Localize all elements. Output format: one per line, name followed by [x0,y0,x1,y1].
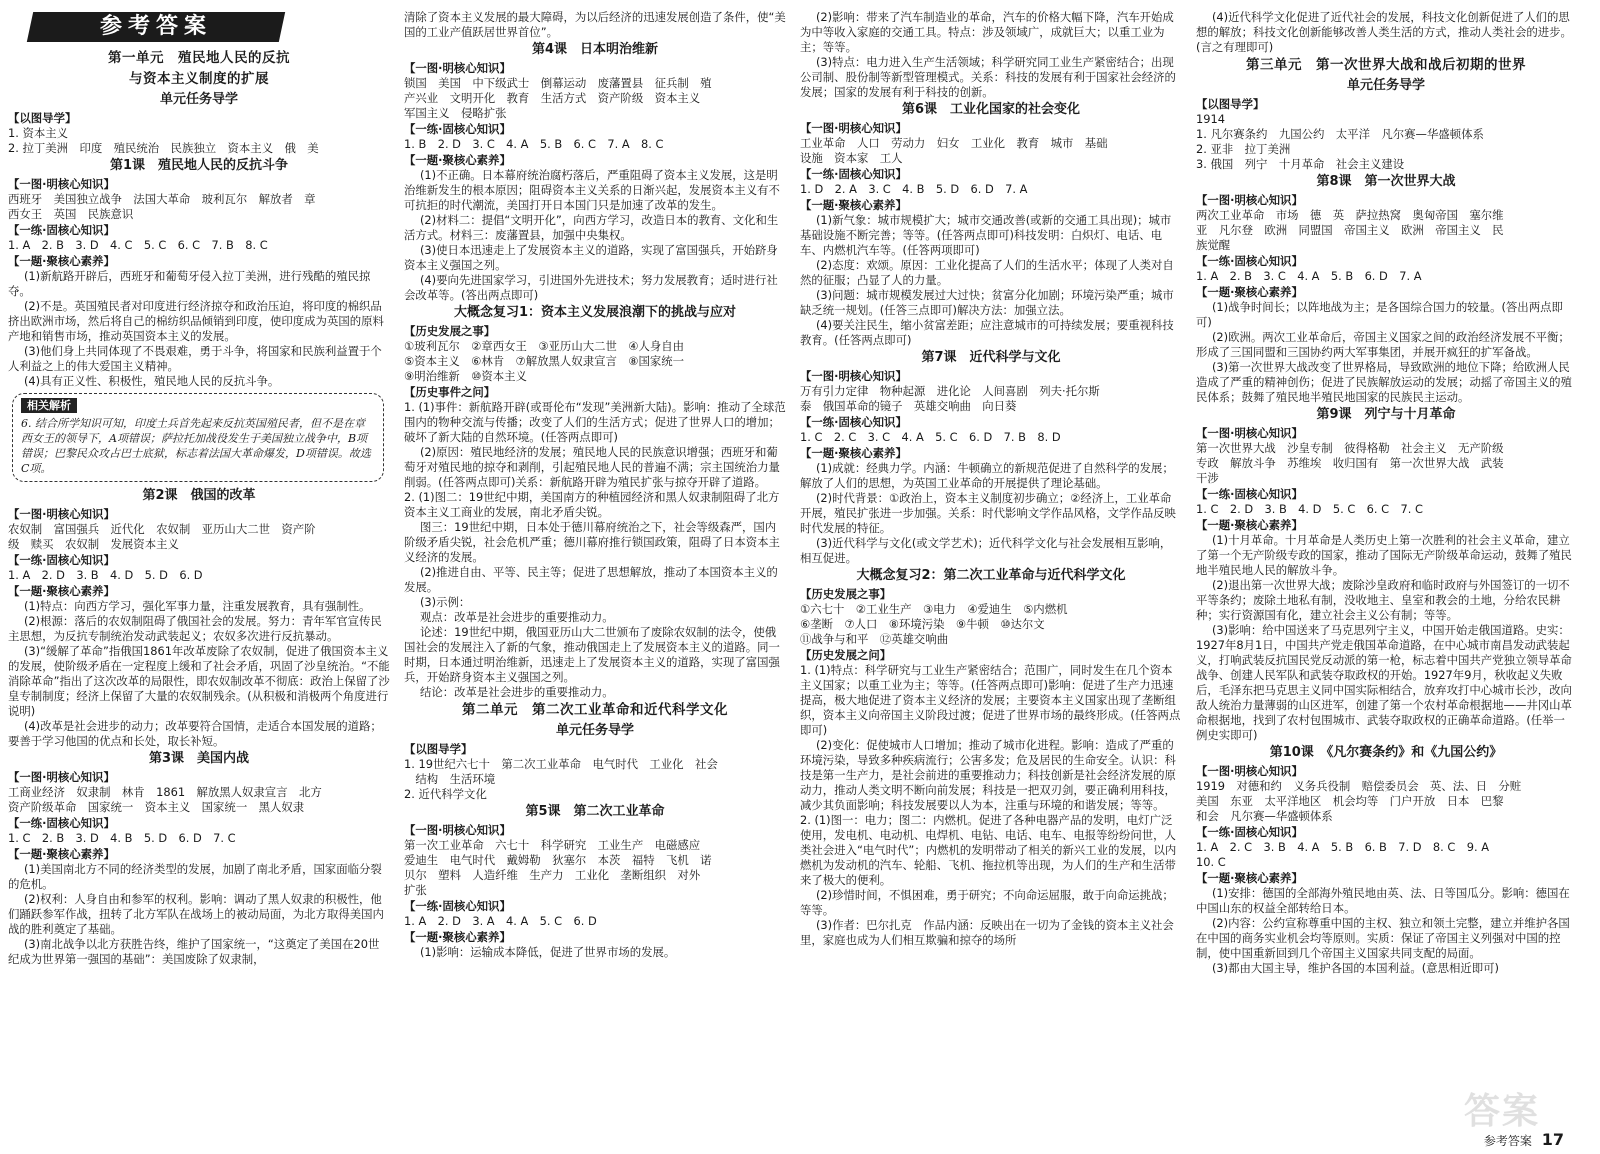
answer-paragraph: (1)安排：德国的全部海外殖民地由英、法、日等国瓜分。影响：德国在中国山东的权益全部转给日本。 [1196,886,1570,915]
section-label: 【历史发展之事】 [404,324,496,338]
lesson-heading: 第2课 俄国的改革 [142,488,256,503]
section-label: 【一图·明核心知识】 [1196,193,1303,207]
answer-paragraph: (1)美国南北方不同的经济类型的发展，加剧了南北矛盾，国家面临分裂的危机。 [8,862,382,891]
answer-paragraph: (3)他们身上共同体现了不畏艰难，勇于斗争，将国家和民族利益置于个人利益之上的伟大爱国主义精神。 [8,344,382,373]
answer-line: 第一次世界大战 沙皇专制 彼得格勒 社会主义 无产阶级 [1196,441,1504,455]
analysis-box [12,393,384,482]
section-label: 【一图·明核心知识】 [800,369,907,383]
answer-paragraph: 2. (1)图二：19世纪中期，美国南方的种植园经济和黑人奴隶制阻碍了北方资本主义工商业的发展，南北矛盾尖锐。 [404,490,780,519]
section-label: 【一练·固核心知识】 [8,816,115,830]
section-label: 【一图·明核心知识】 [8,177,115,191]
answer-line: 1. D 2. A 3. C 4. B 5. D 6. D 7. A [800,182,1028,196]
answer-paragraph: 结论：改革是社会进步的重要推动力。 [419,685,614,699]
section-label: 【一练·固核心知识】 [404,899,511,913]
answer-paragraph: (3)都由大国主导，维护各国的本国利益。(意思相近即可) [1211,961,1499,975]
lesson-heading: 第7课 近代科学与文化 [921,350,1061,365]
answer-line: 万有引力定律 物种起源 进化论 人间喜剧 列夫·托尔斯 [800,384,1100,398]
answer-line: 2. 近代科学文化 [404,787,487,801]
answer-paragraph: (3)“缓解了革命”指俄国1861年改革废除了农奴制，促进了俄国资本主义的发展，使阶级矛盾在一定程度上缓和了社会矛盾，巩固了沙皇统治。“不能消除革命”指出了这次改革的局限性，即农奴制改革不彻底：政治上保留了沙皇专制制度；经济上保留了大量的农奴制残余。(从积极和消极两个角度进行说明) [8,644,390,718]
answer-line: 亚 凡尔登 欧洲 同盟国 帝国主义 欧洲 帝国主义 民 [1196,223,1504,237]
page-footer [1484,1131,1564,1150]
page-number: 17 [1541,1130,1564,1149]
answer-line: ⑥垄断 ⑦人口 ⑧环境污染 ⑨牛顿 ⑩达尔文 [800,617,1045,631]
lesson-heading: 第9课 列宁与十月革命 [1316,407,1456,422]
lesson-heading: 大概念复习1：资本主义发展浪潮下的挑战与应对 [453,305,737,320]
answer-paragraph: (1)战争时间长；以阵地战为主；是各国综合国力的较量。(答出两点即可) [1196,300,1563,329]
section-label: 【一练·固核心知识】 [8,553,115,567]
answer-paragraph: (1)影响：运输成本降低，促进了世界市场的发展。 [419,945,676,959]
answer-column-3 [800,10,1182,1150]
answer-paragraph: (2)不是。英国殖民者对印度进行经济掠夺和政治压迫，将印度的棉织品挤出欧洲市场，然后将自己的棉纺织品倾销到印度，使印度成为英国的原料产地和销售市场，推动英国资本主义的发展。 [8,299,384,343]
answer-line: 1. C 2. B 3. D 4. B 5. D 6. D 7. C [8,831,236,845]
section-label: 【历史发展之事】 [800,587,892,601]
answer-paragraph: (2)珍惜时间，不惧困难，勇于研究；不向命运屈服，敢于向命运挑战；等等。 [800,888,1174,917]
answer-line: 贝尔 塑料 人造纤维 生产力 工业化 垄断组织 对外 [404,868,701,882]
answer-line: 2. 亚非 拉丁美洲 [1196,142,1291,156]
answer-line: 工业革命 人口 劳动力 妇女 工业化 教育 城市 基础 [800,136,1108,150]
section-label: 【一题·聚核心素养】 [1196,518,1303,532]
unit-heading: 第二单元 第二次工业革命和近代科学文化 [462,702,728,718]
answer-line: 1. C 2. D 3. B 4. D 5. C 6. C 7. C [1196,502,1423,516]
answer-paragraph: (3)作者：巴尔扎克 作品内涵：反映出在一切为了金钱的资本主义社会里，家庭也成为人们相互欺骗和掠夺的场所 [800,918,1174,947]
answer-line: ⑤资本主义 ⑥林肯 ⑦解放黑人奴隶宣言 ⑧国家统一 [404,354,685,368]
answer-line: 美国 东亚 太平洋地区 机会均等 门户开放 日本 巴黎 [1196,794,1504,808]
answer-line: ①玻利瓦尔 ②章西女王 ③亚历山大二世 ④人身自由 [404,339,685,353]
answer-line: 1. C 2. C 3. C 4. A 5. C 6. D 7. B 8. D [800,430,1061,444]
answer-paragraph: (3)特点：电力进入生产生活领域；科学研究同工业生产紧密结合；出现公司制、股份制等新型管理模式。关系：科技的发展有利于国家社会经济的发展；国家的发展有利于科技的创新。 [800,55,1176,99]
answer-paragraph: (3)影响：给中国送来了马克思列宁主义，中国开始走俄国道路。史实：1927年8月1日，中国共产党走俄国革命道路，在中心城市南昌发动武装起义，打响武装反抗国民党反动派的第一枪，标志着中国共产党独立领导革命战争、创建人民军队和武装夺取政权的开始。1927年9月，秋收起义失败后，毛泽东把马克思主义同中国实际相结合，放弃攻打中心城市长沙，改向敌人统治力量薄弱的山区进军，创建了第一个农村革命根据地——井冈山革命根据地，找到了农村包围城市、武装夺取政权的正确革命道路。(任举一例史实即可) [1196,623,1572,742]
answer-line: 1. 凡尔赛条约 九国公约 太平洋 凡尔赛—华盛顿体系 [1196,127,1484,141]
answer-paragraph: 论述：19世纪中期，俄国亚历山大二世颁布了废除农奴制的法令，使俄国社会的发展注入了新的气象，推动俄国走上了发展资本主义的道路。同一时期，日本通过明治维新，迅速走上了发展资本主义的道路，实现了富国强兵，开始跻身资本主义强国之列。 [404,625,780,684]
section-label: 【一题·聚核心素养】 [8,254,115,268]
answer-paragraph: 观点：改革是社会进步的重要推动力。 [419,610,614,624]
answer-line: 级 赎买 农奴制 发展资本主义 [8,537,179,551]
answer-paragraph: (3)第一次世界大战改变了世界格局，导致欧洲的地位下降；给欧洲人民造成了严重的精神创伤；促进了民族解放运动的发展；动摇了帝国主义的殖民体系；鼓舞了殖民地半殖民地国家的民族民主运动。 [1196,360,1572,404]
watermark: 答案 [1463,1091,1540,1132]
section-label: 【一练·固核心知识】 [8,223,115,237]
answer-paragraph: (2)根源：落后的农奴制阻碍了俄国社会的发展。努力：青年军官宣传民主思想，为反抗专制统治发动武装起义；农奴多次进行反抗暴动。 [8,614,382,643]
answer-line: ①六七十 ②工业生产 ③电力 ④爱迪生 ⑤内燃机 [800,602,1068,616]
section-label: 【一图·明核心知识】 [404,823,511,837]
answer-line: 1919 对德和约 义务兵役制 赔偿委员会 英、法、日 分赃 [1196,779,1522,793]
answer-line: 结构 生活环境 [404,772,496,786]
answer-paragraph: (1)不正确。日本幕府统治腐朽落后，严重阻碍了资本主义发展，这是明治维新发生的根本原因；阻碍资本主义关系的日渐兴起，发展资本主义有不可抗拒的时代潮流，美国打开日本国门只是加速了改革的发生。 [404,168,780,212]
answer-line: 西班牙 美国独立战争 法国大革命 玻利瓦尔 解放者 章 [8,192,316,206]
answer-line: 农奴制 富国强兵 近代化 农奴制 亚历山大二世 资产阶 [8,522,316,536]
section-label: 【一题·聚核心素养】 [800,446,907,460]
section-label: 【一题·聚核心素养】 [8,847,115,861]
answer-paragraph: (1)十月革命。十月革命是人类历史上第一次胜利的社会主义革命，建立了第一个无产阶级专政的国家，推动了国际无产阶级革命运动，鼓舞了殖民地半殖民地人民的解放斗争。 [1196,533,1572,577]
answer-paragraph: (3)问题：城市规模发展过大过快；贫富分化加剧；环境污染严重；城市缺乏统一规划。(任答三点即可)解决方法：加强立法。 [800,288,1174,317]
section-label: 【一题·聚核心素养】 [8,584,115,598]
section-label: 【一练·固核心知识】 [1196,825,1303,839]
answer-paragraph: (2)欧洲。两次工业革命后，帝国主义国家之间的政治经济发展不平衡；形成了三国同盟和三国协约两大军事集团，并展开疯狂的扩军备战。 [1196,330,1570,359]
answer-paragraph: (3)示例： [419,595,471,609]
answer-line: 军国主义 侵略扩张 [404,106,507,120]
section-label: 【一练·固核心知识】 [800,167,907,181]
answer-line: 1. A 2. C 3. B 4. A 5. B 6. B 7. D 8. C 9. A [1196,840,1490,854]
answer-paragraph: (2)影响：带来了汽车制造业的革命，汽车的价格大幅下降，汽车开始成为中等收入家庭的交通工具。特点：涉及领域广，成就巨大；以重工业为主；等等。 [800,10,1174,54]
answer-line: ⑨明治维新 ⑩资本主义 [404,369,527,383]
section-label: 【一图·明核心知识】 [8,507,115,521]
answer-paragraph: (2)变化：促使城市人口增加；推动了城市化进程。影响：造成了严重的环境污染，导致多种疾病流行；公害多发；危及居民的生命安全。认识：科技是第一生产力，是社会前进的重要推动力；科技创新是社会经济发展的原动力，推动人类文明不断向前发展；科技是一把双刃剑，要正确利用科技，减少其负面影响；科技发展要以人为本，注重与环境的和谐发展；等等。 [800,738,1176,812]
section-label: 【一题·聚核心素养】 [404,930,511,944]
unit-heading: 与资本主义制度的扩展 [129,71,269,87]
answer-paragraph: 1. (1)事件：新航路开辟(或哥伦布“发现”美洲新大陆)。影响：推动了全球范围内的物种交流与传播；改变了人们的生活方式；促进了世界人口的增加；破坏了新大陆的自然环境。(任答两点即可) [404,400,786,444]
section-label: 【一图·明核心知识】 [1196,426,1303,440]
section-label: 【一练·固核心知识】 [404,122,511,136]
section-label: 【以图导学】 [404,742,473,756]
answer-line: 干涉 [1196,471,1219,485]
answer-line: 两次工业革命 市场 德 英 萨拉热窝 奥匈帝国 塞尔维 [1196,208,1504,222]
answer-line: 1914 [1196,112,1225,126]
answer-paragraph: (2)材料二：提倡“文明开化”，向西方学习，改造日本的教育、文化和生活方式。材料三：废藩置县，加强中央集权。 [404,213,779,242]
answer-line: 扩张 [404,883,427,897]
answer-paragraph: 清除了资本主义发展的最大障碍，为以后经济的迅速发展创造了条件，使“美国的工业产值跃居世界首位”。 [404,10,786,39]
section-label: 【历史发展之问】 [800,648,892,662]
lesson-heading: 单元任务导学 [1346,78,1425,93]
lesson-heading: 第3课 美国内战 [148,751,250,766]
answer-paragraph: (2)态度：欢颂。原因：工业化提高了人们的生活水平；体现了人类对自然的征服；凸显了人的力量。 [800,258,1174,287]
answer-line: 1. B 2. D 3. C 4. A 5. B 6. C 7. A 8. C [404,137,664,151]
answer-line: 产兴业 文明开化 教育 生活方式 资产阶级 资本主义 [404,91,701,105]
answer-paragraph: (2)原因：殖民地经济的发展；殖民地人民的民族意识增强；西班牙和葡萄牙对殖民地的掠夺和剥削，引起殖民地人民的普遍不满；宗主国统治力量削弱。(任答两点即可)关系：新航路开辟为殖民扩张与掠夺开辟了道路。 [404,445,780,489]
answer-line: 1. A 2. D 3. A 4. A 5. C 6. D [404,914,597,928]
answer-line: 1. A 2. D 3. B 4. D 5. D 6. D [8,568,203,582]
answer-paragraph: (3)南北战争以北方获胜告终，维护了国家统一，“这奠定了美国在20世纪成为世界第一强国的基础”：美国废除了奴隶制， [8,937,380,966]
section-label: 【一练·固核心知识】 [1196,487,1303,501]
answer-paragraph: (3)近代科学与文化(或文学艺术)；近代科学文化与社会发展相互影响，相互促进。 [800,536,1172,565]
answer-line: 1. A 2. B 3. C 4. A 5. B 6. D 7. A [1196,269,1422,283]
lesson-heading: 第1课 殖民地人民的反抗斗争 [109,158,289,173]
answer-paragraph: (4)具有正义性、积极性，殖民地人民的反抗斗争。 [23,374,280,388]
answer-paragraph: (4)近代科学文化促进了近代社会的发展，科技文化创新促进了人们的思想的解放；科技文化创新能够改善人类生活的方式，推动人类社会的进步。(言之有理即可) [1196,10,1572,54]
answer-paragraph: (2)时代背景：①政治上，资本主义制度初步确立；②经济上，工业革命开展，殖民扩张进一步加强。关系：时代影响文学作品风格，文学作品反映时代发展的特征。 [800,491,1176,535]
answer-paragraph: (4)改革是社会进步的动力；改革要符合国情，走适合本国发展的道路；要善于学习他国的优点和长处，取长补短。 [8,719,382,748]
lesson-heading: 单元任务导学 [555,723,634,738]
answer-paragraph: (1)成就：经典力学。内涵：牛顿确立的新规范促进了自然科学的发展；解放了人们的思想，为英国工业革命的开展提供了理论基础。 [800,461,1174,490]
answer-paragraph: (2)内容：公约宣称尊重中国的主权、独立和领土完整，建立并维护各国在中国的商务实业机会均等原则。实质：保证了帝国主义列强对中国的控制，使中国重新回到几个帝国主义国家共同支配的局面。 [1196,916,1570,960]
answer-paragraph: (1)新气象：城市规模扩大；城市交通改善(或新的交通工具出现)；城市基础设施不断完善；等等。(任答两点即可)科技发明：白炽灯、电话、电车、内燃机汽车等。(任答两项即可) [800,213,1172,257]
answer-paragraph: (1)新航路开辟后，西班牙和葡萄牙侵入拉丁美洲，进行残酷的殖民掠夺。 [8,269,371,298]
lesson-heading: 第6课 工业化国家的社会变化 [901,102,1081,117]
section-label: 【历史事件之问】 [404,385,496,399]
answer-line: 10. C [1196,855,1226,869]
answer-line: 第一次工业革命 六七十 科学研究 工业生产 电磁感应 [404,838,701,852]
answer-line: 2. 拉丁美洲 印度 殖民统治 民族独立 资本主义 俄 美 [8,141,319,155]
answer-column-4 [1196,10,1576,1150]
section-label: 【一练·固核心知识】 [800,415,907,429]
answer-key-title-banner [27,12,285,42]
section-label: 【一题·聚核心素养】 [1196,871,1303,885]
answer-line: 泰 俄国革命的镜子 英雄交响曲 向日葵 [800,399,1017,413]
answer-paragraph: (4)要向先进国家学习，引进国外先进技术；努力发展教育；适时进行社会改革等。(答出两点即可) [404,273,778,302]
answer-line: 锁国 美国 中下级武士 倒幕运动 废藩置县 征兵制 殖 [404,76,712,90]
answer-paragraph: 2. (1)图一：电力；图二：内燃机。促进了各种电器产品的发明，电灯广泛使用，发电机、电动机、电焊机、电钻、电话、电车、电报等纷纷问世，人类社会进入“电气时代”；内燃机的发明带动了相关的新兴工业的发展，以内燃机为发动机的汽车、轮船、飞机、拖拉机等出现，为人们的生产和生活带来了极大的便利。 [800,813,1177,887]
lesson-heading: 单元任务导学 [159,92,238,107]
answer-line: 1. A 2. B 3. D 4. C 5. C 6. C 7. B 8. C [8,238,268,252]
answer-paragraph: (4)要关注民生，缩小贫富差距；应注意城市的可持续发展；要重视科技教育。(任答两点即可) [800,318,1174,347]
answer-line: 工商业经济 奴隶制 林肯 1861 解放黑人奴隶宣言 北方 [8,785,322,799]
section-label: 【一图·明核心知识】 [1196,764,1303,778]
answer-line: 专政 解放斗争 苏维埃 收归国有 第一次世界大战 武装 [1196,456,1504,470]
footer-label: 参考答案 [1483,1134,1532,1148]
answer-paragraph: (1)特点：向西方学习，强化军事力量，注重发展教育，具有强制性。 [23,599,371,613]
answer-line: 1. 19世纪六七十 第二次工业革命 电气时代 工业化 社会 [404,757,718,771]
unit-heading: 第一单元 殖民地人民的反抗 [108,50,290,66]
answer-line: 族觉醒 [1196,238,1231,252]
answer-column-2 [404,10,786,1150]
answer-line: ⑪战争与和平 ⑫英雄交响曲 [800,632,949,646]
answer-column-1 [8,10,390,1150]
answer-paragraph: (3)使日本迅速走上了发展资本主义的道路，实现了富国强兵，开始跻身资本主义强国之列。 [404,243,778,272]
answer-paragraph: (2)推进自由、平等、民主等；促进了思想解放，推动了本国资本主义的发展。 [404,565,778,594]
lesson-heading: 第10课 《凡尔赛条约》和《九国公约》 [1269,745,1503,760]
section-label: 【一题·聚核心素养】 [404,153,511,167]
analysis-box-title: 相关解析 [21,398,77,413]
answer-line: 和会 凡尔赛—华盛顿体系 [1196,809,1333,823]
lesson-heading: 第8课 第一次世界大战 [1316,174,1456,189]
unit-heading: 第三单元 第一次世界大战和战后初期的世界 [1246,57,1526,73]
section-label: 【一题·聚核心素养】 [800,198,907,212]
answer-line: 资产阶级革命 国家统一 资本主义 国家统一 黑人奴隶 [8,800,305,814]
section-label: 【一图·明核心知识】 [8,770,115,784]
section-label: 【一题·聚核心素养】 [1196,285,1303,299]
lesson-heading: 大概念复习2：第二次工业革命与近代科学文化 [856,568,1126,583]
answer-paragraph: (2)权利：人身自由和参军的权利。影响：调动了黑人奴隶的积极性，他们踊跃参军作战，扭转了北方军队在战场上的被动局面，为北方取得美国内战的胜利奠定了基础。 [8,892,384,936]
answer-paragraph: (2)退出第一次世界大战；废除沙皇政府和临时政府与外国签订的一切不平等条约；废除土地私有制，没收地主、皇室和教会的土地，分给农民耕种；实行资源国有化，建立社会主义公有制；等等。 [1196,578,1570,622]
answer-paragraph: 图三：19世纪中期，日本处于德川幕府统治之下，社会等级森严，国内阶级矛盾尖锐，社会危机严重；德川幕府推行锁国政策，阻碍了日本资本主义经济的发展。 [404,520,780,564]
section-label: 【一图·明核心知识】 [404,61,511,75]
answer-line: 西女王 英国 民族意识 [8,207,134,221]
answer-line: 爱迪生 电气时代 戴姆勒 狄塞尔 本茨 福特 飞机 诺 [404,853,712,867]
answer-line: 3. 俄国 列宁 十月革命 社会主义建设 [1196,157,1405,171]
answer-line: 设施 资本家 工人 [800,151,903,165]
section-label: 【以图导学】 [1196,97,1265,111]
section-label: 【一图·明核心知识】 [800,121,907,135]
section-label: 【一练·固核心知识】 [1196,254,1303,268]
lesson-heading: 第4课 日本明治维新 [531,42,659,57]
answer-paragraph: 1. (1)特点：科学研究与工业生产紧密结合；范围广，同时发生在几个资本主义国家；以重工业为主；等等。(任答两点即可)影响：促进了生产力迅速提高，极大地促进了资本主义经济的发展；主要资本主义国家出现了垄断组织，资本主义向帝国主义阶段过渡；促进了世界市场的最终形成。(任答两点即可) [800,663,1181,737]
section-label: 【以图导学】 [8,111,77,125]
answer-line: 1. 资本主义 [8,126,69,140]
analysis-box-text: 6. 结合所学知识可知，印度土兵首先起来反抗英国殖民者，但不是在章西女王的领导下，A项错误；萨拉托加战役发生于美国独立战争中，B项错误；巴黎民众攻占巴士底狱，标志着法国大革命爆发，D项错误。故选C项。 [21,417,371,475]
lesson-heading: 第5课 第二次工业革命 [525,804,665,819]
answer-key-title: 参考答案 [99,14,212,39]
